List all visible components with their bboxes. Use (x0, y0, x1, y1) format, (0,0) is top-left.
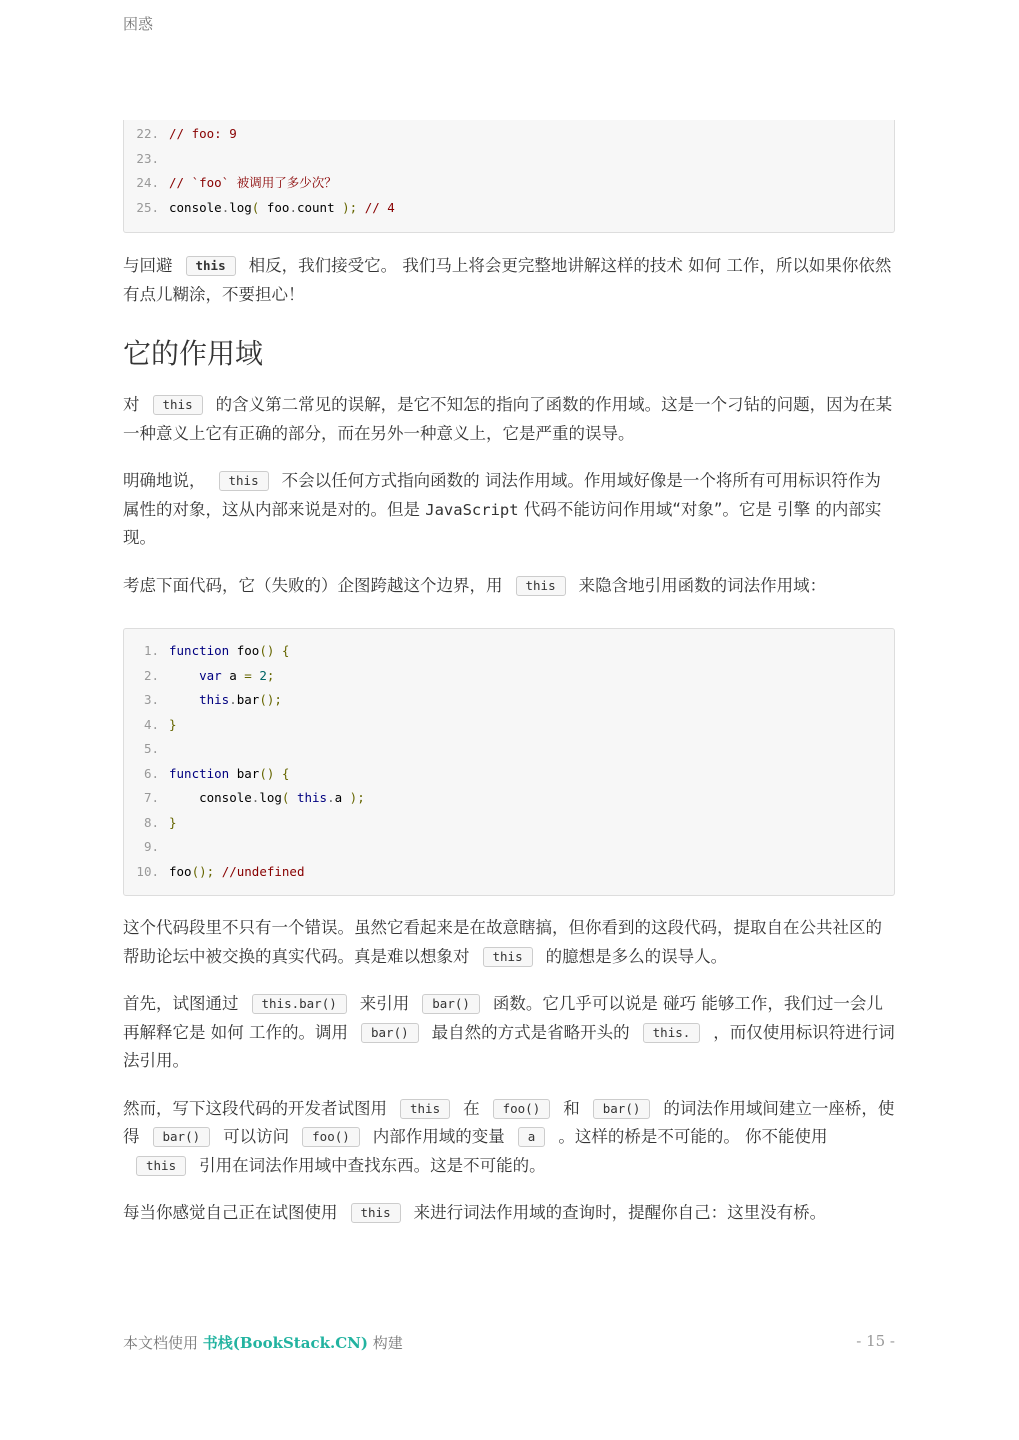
line-number: 5. (143, 741, 159, 756)
code-text: function bar() { (169, 765, 290, 781)
code-text: console.log( foo.count ); // 4 (169, 199, 395, 215)
paragraph-lexical-scope: 明确地说， this 不会以任何方式指向函数的 词法作用域。作用域好像是一个将所有可用标识符作为属性的对象，这从内部来说是对的。但是 JavaScript 代码不能访问作用域“对象”。它是 引擎 的内部实现。 (123, 471, 882, 547)
running-header: 困惑 (123, 15, 154, 33)
inline-code: a (518, 1127, 546, 1147)
inline-code: this (400, 1099, 450, 1119)
line-number: 1. (143, 643, 159, 658)
code-text: function foo() { (169, 643, 290, 658)
line-number: 25. (136, 199, 159, 215)
code-text: } (169, 814, 177, 830)
inline-code: this (186, 256, 236, 276)
inline-code: bar() (422, 994, 480, 1014)
line-number: 2. (143, 667, 159, 683)
code-block-continued (123, 120, 895, 233)
inline-code: bar() (153, 1127, 211, 1147)
line-number: 24. (136, 175, 159, 190)
paragraph-consider-code: 考虑下面代码，它（失败的）企图跨越这个边界，用 this 来隐含地引用函数的词法作用域： (123, 575, 827, 595)
code-block-example (123, 628, 895, 896)
code-line (124, 786, 894, 811)
paragraph-embrace-this: 与回避 this 相反，我们接受它。 我们马上将会更完整地讲解这样的技术 如何 工作，所以如果你依然有点儿糊涂，不要担心！ (123, 256, 892, 304)
code-text: foo(); //undefined (169, 863, 305, 879)
section-heading: 它的作用域 (123, 337, 264, 370)
line-number: 22. (136, 126, 159, 141)
code-text: } (169, 716, 177, 732)
line-number: 10. (136, 863, 159, 879)
inline-code: this (351, 1203, 401, 1223)
code-line (124, 171, 894, 196)
line-number: 8. (143, 814, 159, 830)
footer-credit: 本文档使用 书栈(BookStack.CN) 构建 (123, 1334, 403, 1352)
page-content (123, 120, 895, 1228)
inline-code: this.bar() (252, 994, 347, 1014)
line-number: 7. (143, 790, 159, 805)
code-text: var a = 2; (199, 667, 275, 683)
inline-code: foo() (493, 1099, 551, 1119)
code-text: // `foo` 被调用了多少次？ (169, 175, 337, 190)
inline-code: bar() (361, 1023, 419, 1043)
inline-code: foo() (302, 1127, 360, 1147)
line-number: 23. (136, 150, 159, 166)
inline-code: this (516, 576, 566, 596)
code-line (124, 196, 894, 221)
code-line (124, 688, 894, 713)
code-line (124, 122, 894, 147)
line-number: 4. (143, 716, 159, 732)
code-line (124, 835, 894, 860)
paragraph-no-bridge: 然而，写下这段代码的开发者试图用 this 在 foo() 和 bar() 的词法作用域间建立一座桥，使得 bar() 可以访问 foo() 内部作用域的变量 a 。这样的桥是不可能的。 你不能使用this 引用在词法作用域中查找东西。这是不可能的。 (123, 1098, 895, 1175)
paragraph-first-attempt: 首先，试图通过 this.bar() 来引用 bar() 函数。它几乎可以说是 碰巧 能够工作，我们过一会儿再解释它是 如何 工作的。调用 bar() 最自然的方式是省略开头的 this. ，而仅使用标识符进行词法引用。 (123, 994, 895, 1070)
inline-code: bar() (593, 1099, 651, 1119)
inline-code: this. (643, 1023, 701, 1043)
code-line (124, 811, 894, 836)
line-number: 6. (143, 765, 159, 781)
code-line (124, 860, 894, 885)
code-line (124, 664, 894, 689)
inline-code: this (483, 947, 533, 967)
bookstack-link[interactable]: 书栈(BookStack.CN) (202, 1334, 368, 1352)
code-line (124, 737, 894, 762)
code-line (124, 147, 894, 172)
code-line (124, 639, 894, 664)
inline-code: this (136, 1156, 186, 1176)
code-line (124, 713, 894, 738)
inline-code: this (153, 395, 203, 415)
paragraph-reminder: 每当你感觉自己正在试图使用 this 来进行词法作用域的查询时，提醒你自己：这里没有桥。 (123, 1203, 827, 1222)
line-number: 9. (143, 839, 159, 854)
paragraph-multiple-errors: 这个代码段里不只有一个错误。虽然它看起来是在故意瞎搞，但你看到的这段代码，提取自在公共社区的帮助论坛中被交换的真实代码。真是难以想象对 this 的臆想是多么的误导人。 (123, 918, 882, 966)
paragraph-scope-misconception: 对 this 的含义第二常见的误解，是它不知怎的指向了函数的作用域。这是一个刁钻的问题，因为在某一种意义上它有正确的部分，而在另外一种意义上，它是严重的误导。 (123, 395, 893, 443)
code-line (124, 762, 894, 787)
inline-code: this (219, 471, 269, 491)
code-text: console.log( this.a ); (169, 790, 365, 805)
line-number: 3. (143, 692, 159, 707)
code-text: // foo: 9 (169, 126, 237, 141)
code-text: this.bar(); (199, 692, 282, 707)
page-number: - 15 - (856, 1332, 895, 1350)
